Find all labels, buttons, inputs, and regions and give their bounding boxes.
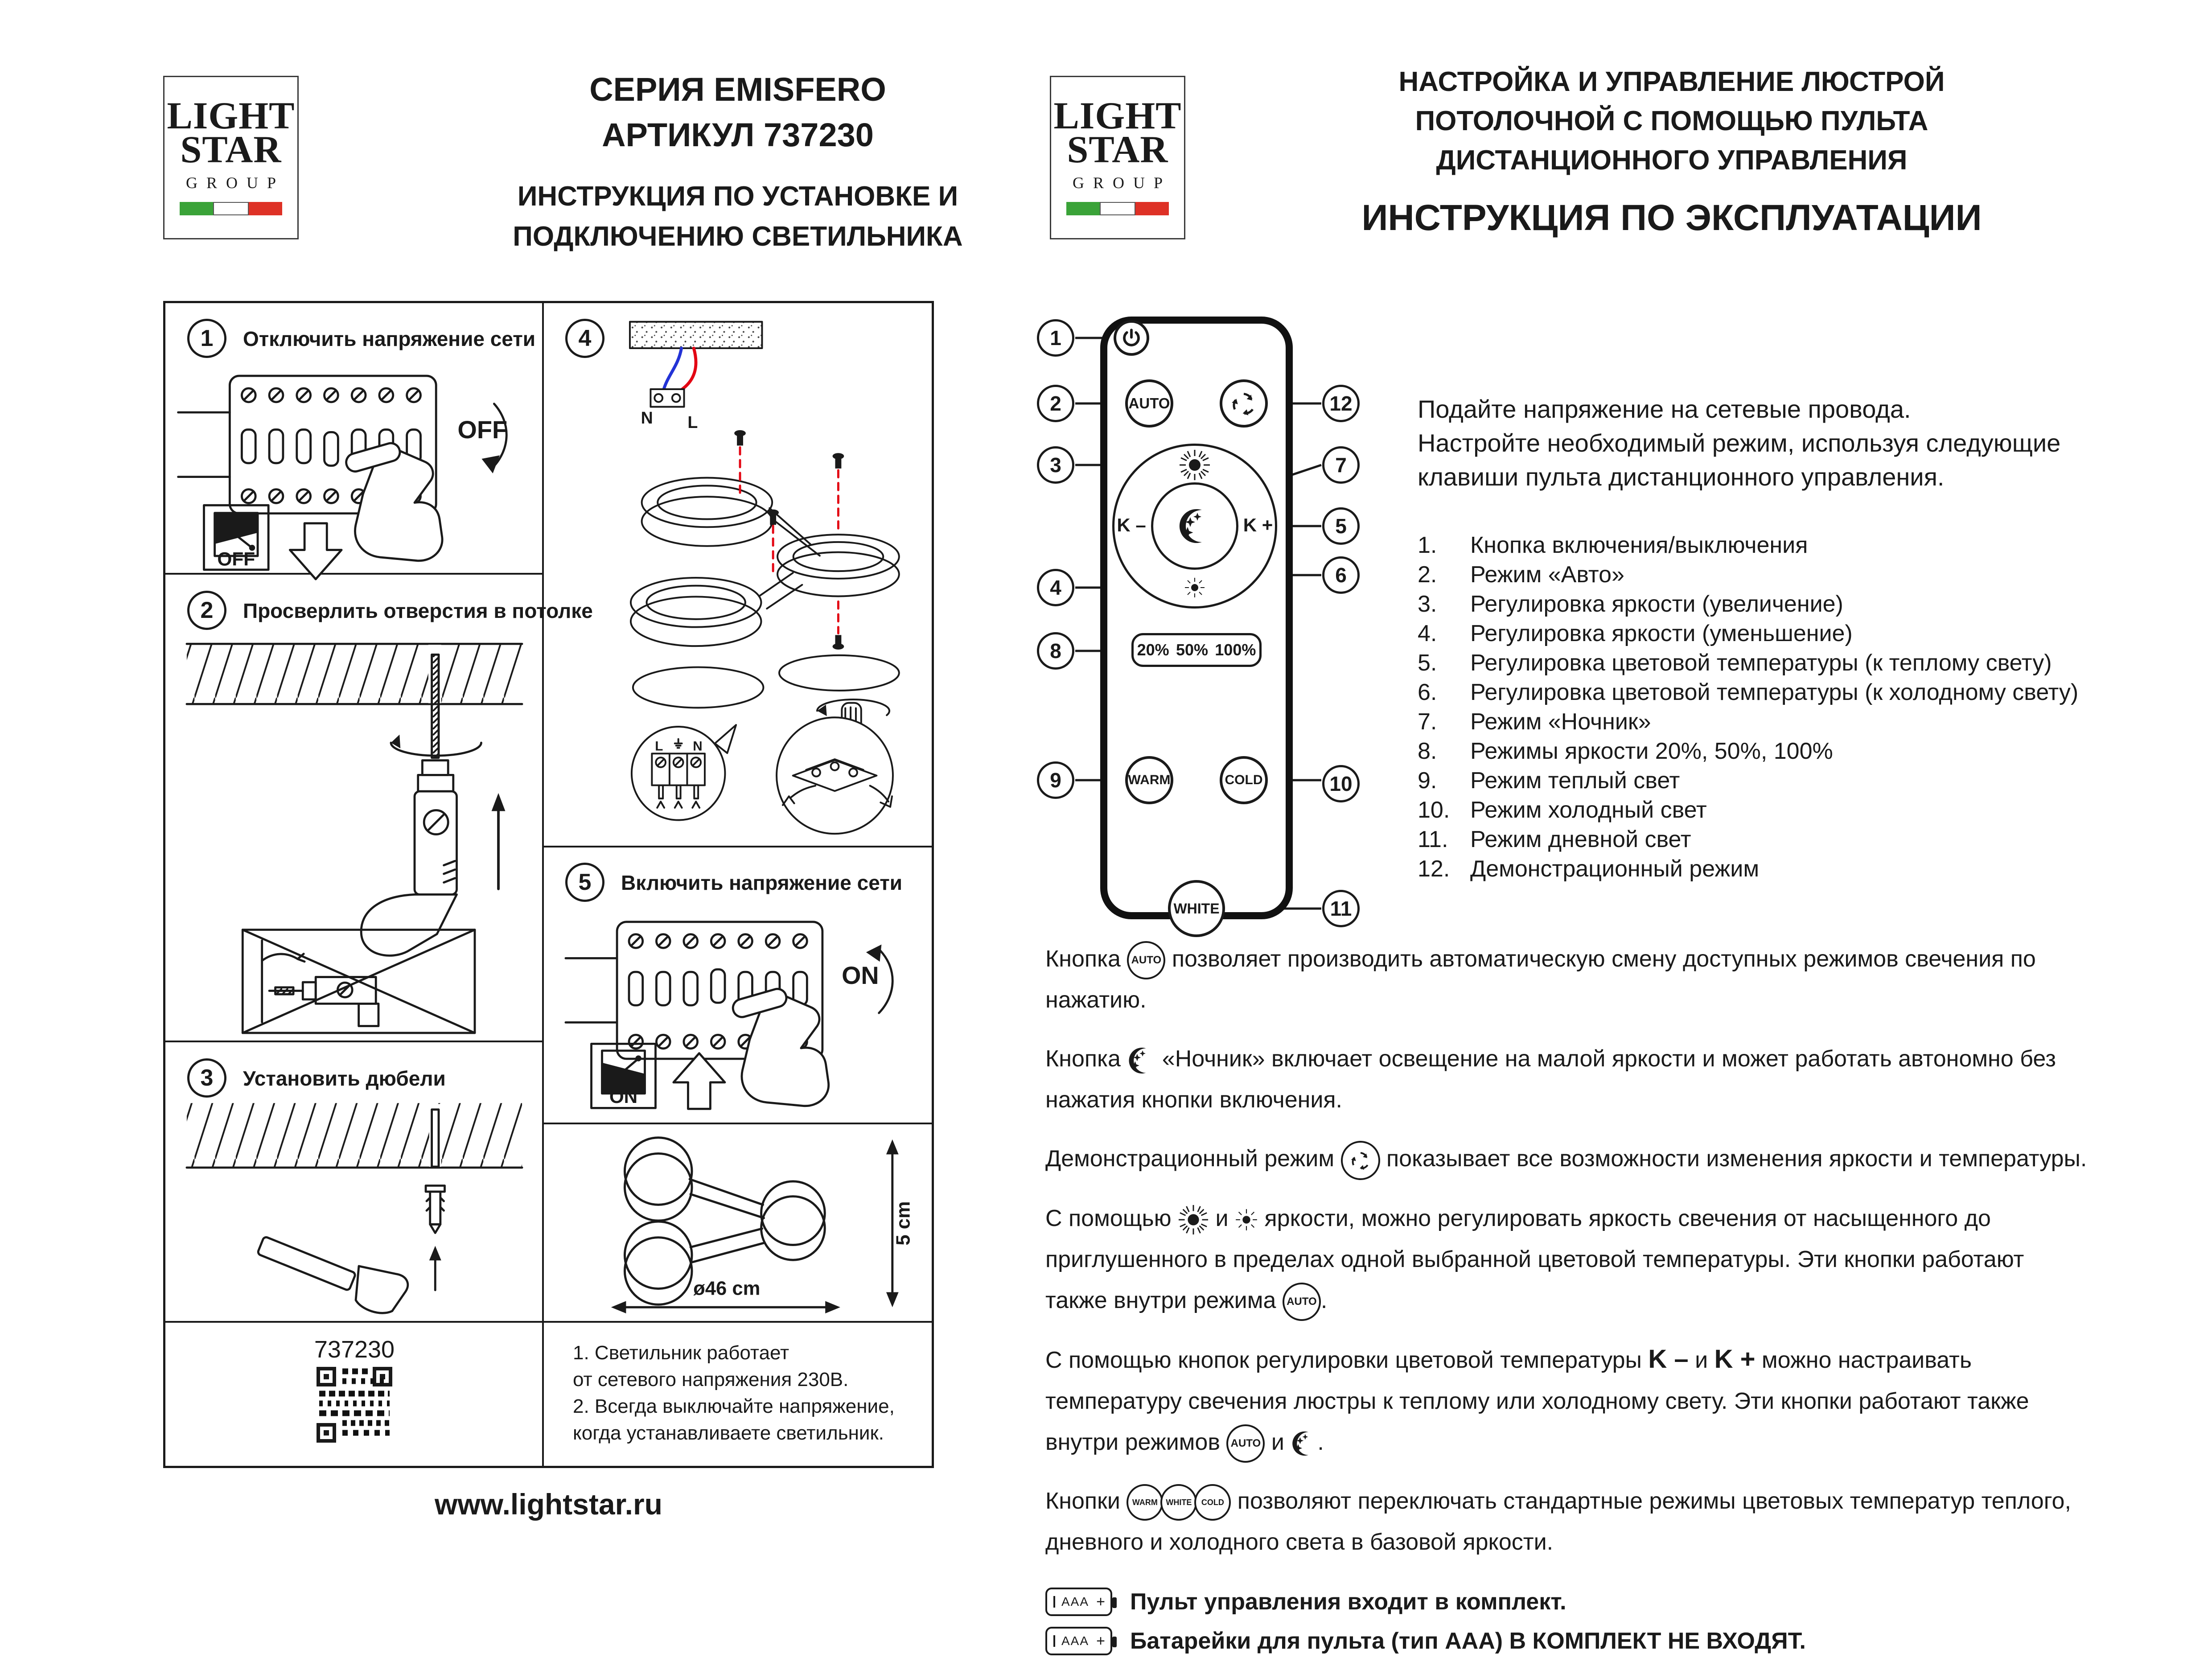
power-icon <box>1121 328 1142 348</box>
pct-50-label: 50% <box>1176 641 1209 659</box>
kit-row-remote <box>1045 1588 2089 1616</box>
callout-4-label: 4 <box>1050 576 1061 599</box>
power-button <box>1114 320 1149 356</box>
list-item: 2. Режим «Авто» <box>1418 562 1624 588</box>
list-item: 11. Режим дневной свет <box>1418 827 1691 852</box>
install-subtitle-2: ПОДКЛЮЧЕНИЮ СВЕТИЛЬНИКА <box>513 221 963 252</box>
list-item: 12. Демонстрационный режим <box>1418 856 1760 882</box>
off-inset-label: OFF <box>217 548 255 570</box>
op-title-3: ДИСТАНЦИОННОГО УПРАВЛЕНИЯ <box>1436 145 1908 176</box>
pct-20-label: 20% <box>1137 641 1169 659</box>
note-line-1: 1. Светильник работает <box>573 1342 789 1364</box>
wire-l-label: L <box>687 412 698 432</box>
kit-row-batteries <box>1045 1627 2089 1655</box>
callout-2 <box>1037 385 1074 422</box>
recycle-icon <box>1229 389 1258 418</box>
callout-7-label: 7 <box>1335 453 1347 477</box>
paragraph-presets: Кнопки WARM WHITE COLD позволяют переключать стандартные режимы цветовых температур теплого, дневного и холодного света в базовой яркости. <box>1045 1481 2089 1563</box>
callout-8 <box>1037 632 1074 670</box>
height-label: 5 cm <box>892 1201 914 1246</box>
cold-button-label: COLD <box>1225 773 1263 787</box>
step4-number-label: 4 <box>578 325 592 351</box>
brightness-down-icon <box>1184 577 1205 598</box>
list-item: 6. Регулировка цветовой температуры (к холодному свету) <box>1418 679 2079 705</box>
install-subtitle-1: ИНСТРУКЦИЯ ПО УСТАНОВКЕ И <box>517 181 958 212</box>
list-item: 9. Режим теплый свет <box>1418 768 1680 794</box>
auto-icon-inline: AUTO <box>1127 941 1165 979</box>
list-item: 1. Кнопка включения/выключения <box>1418 532 1808 558</box>
auto-icon-inline: AUTO <box>1226 1424 1265 1463</box>
brightness-presets-button <box>1131 633 1262 667</box>
logo-group: GROUP <box>185 174 285 192</box>
off-label: OFF <box>457 415 508 444</box>
callout-12-label: 12 <box>1329 392 1353 415</box>
callout-2-label: 2 <box>1050 392 1061 415</box>
callout-9-label: 9 <box>1050 769 1061 792</box>
list-item: 4. Регулировка яркости (уменьшение) <box>1418 621 1853 646</box>
step2-title: Просверлить отверстия в потолке <box>243 599 593 622</box>
op-title-1: НАСТРОЙКА И УПРАВЛЕНИЕ ЛЮСТРОЙ <box>1398 66 1945 97</box>
website-link[interactable]: www.lightstar.ru <box>435 1488 662 1521</box>
kit-batteries-text: Батарейки для пульта (тип ААА) В КОМПЛЕКТ НЕ ВХОДЯТ. <box>1130 1628 1806 1654</box>
note-line-4: когда устанавливаете светильник. <box>573 1422 884 1444</box>
battery-icon: AAA + <box>1045 1627 1112 1655</box>
callout-11 <box>1322 890 1360 927</box>
step3-number-label: 3 <box>200 1065 214 1091</box>
cold-icon-inline: COLD <box>1194 1484 1231 1521</box>
wire-n-label: N <box>641 408 653 428</box>
callout-10 <box>1322 765 1360 802</box>
callout-7 <box>1322 446 1360 484</box>
paragraph-demo: Демонстрационный режим показывает все возможности изменения яркости и температуры. <box>1045 1138 2089 1180</box>
callout-6-label: 6 <box>1335 564 1347 587</box>
logo-light: LIGHT <box>1053 94 1182 137</box>
paragraph-night: Кнопка «Ночник» включает освещение на малой яркости и может работать автономно без нажатия кнопки включения. <box>1045 1046 2056 1113</box>
diameter-label: ø46 cm <box>693 1278 761 1300</box>
white-icon-inline: WHITE <box>1160 1484 1197 1521</box>
series-title: СЕРИЯ EMISFERO <box>589 71 886 108</box>
callout-1-label: 1 <box>1050 326 1061 350</box>
step2-number-label: 2 <box>200 597 214 623</box>
list-item: 3. Регулировка яркости (увеличение) <box>1418 591 1843 617</box>
note-line-3: 2. Всегда выключайте напряжение, <box>573 1395 895 1417</box>
on-label: ON <box>842 962 879 989</box>
note-line-2: от сетевого напряжения 230В. <box>573 1369 849 1390</box>
logo-star: STAR <box>180 128 282 171</box>
battery-icon: AAA + <box>1045 1588 1112 1616</box>
kit-remote-text: Пульт управления входит в комплект. <box>1130 1589 1566 1615</box>
terminal-n-label: N <box>693 739 703 754</box>
callout-3 <box>1037 446 1074 484</box>
on-inset-label: ON <box>609 1086 638 1107</box>
white-button-label: WHITE <box>1173 900 1220 917</box>
warm-button <box>1125 756 1173 804</box>
callout-1 <box>1037 319 1074 357</box>
list-item: 7. Режим «Ночник» <box>1418 709 1651 735</box>
paragraph-kelvin: С помощью кнопок регулировки цветовой температуры K – и K + можно настраивать температуру свечения люстры к теплому или холодному свету. Эти кнопки работают также внутри режимов AUTO и . <box>1045 1339 2089 1463</box>
cold-button <box>1220 756 1268 804</box>
auto-button <box>1125 379 1173 428</box>
warm-button-label: WARM <box>1128 773 1171 787</box>
k-minus-button: K – <box>1117 514 1146 535</box>
callout-9 <box>1037 761 1074 799</box>
step1-title: Отключить напряжение сети <box>243 327 536 350</box>
callout-6 <box>1322 556 1360 594</box>
auto-button-label: AUTO <box>1128 395 1170 411</box>
callout-11-label: 11 <box>1330 897 1352 920</box>
pct-100-label: 100% <box>1215 641 1256 659</box>
paragraph-auto: Кнопка AUTO позволяет производить автоматическую смену доступных режимов свечения по нажатию. <box>1045 938 2089 1020</box>
white-button <box>1168 880 1225 937</box>
k-plus-button: K + <box>1243 514 1273 535</box>
auto-icon-inline: AUTO <box>1283 1283 1321 1321</box>
intro-line-1: Подайте напряжение на сетевые провода. <box>1418 395 1911 423</box>
logo-group: GROUP <box>1072 174 1172 192</box>
demo-button <box>1220 379 1268 428</box>
article-title: АРТИКУЛ 737230 <box>602 116 874 153</box>
paragraph-brightness: С помощью и яркости, можно регулировать яркость свечения от насыщенного до приглушенного в пределах одной выбранной цветовой температуры. Эти кнопки работают также внутри режима AUTO . <box>1045 1198 2089 1321</box>
night-mode-icon <box>1177 507 1214 545</box>
callout-3-label: 3 <box>1050 453 1061 477</box>
logo-light: LIGHT <box>167 94 295 137</box>
step1-number-label: 1 <box>200 325 214 351</box>
logo-star: STAR <box>1067 128 1168 171</box>
terminal-l-label: L <box>655 739 663 754</box>
list-item: 10. Режим холодный свет <box>1418 797 1707 823</box>
list-item: 8. Режимы яркости 20%, 50%, 100% <box>1418 738 1833 764</box>
article-number: 737230 <box>314 1336 395 1363</box>
step3-title: Установить дюбели <box>243 1067 446 1090</box>
k-minus-inline: K – <box>1648 1344 1689 1374</box>
callout-12 <box>1322 385 1360 422</box>
intro-line-3: клавиши пульта дистанционного управления. <box>1418 463 1945 491</box>
callout-5-label: 5 <box>1335 514 1347 538</box>
brightness-up-icon <box>1179 449 1211 481</box>
k-plus-inline: K + <box>1714 1344 1756 1374</box>
warm-icon-inline: WARM <box>1127 1484 1163 1521</box>
op-subtitle: ИНСТРУКЦИЯ ПО ЭКСПЛУАТАЦИИ <box>1361 197 1982 238</box>
callout-4 <box>1037 569 1074 606</box>
step5-title: Включить напряжение сети <box>621 871 902 894</box>
list-item: 5. Регулировка цветовой температуры (к теплому свету) <box>1418 650 2052 676</box>
callout-5 <box>1322 507 1360 545</box>
callout-8-label: 8 <box>1050 639 1061 662</box>
intro-line-2: Настройте необходимый режим, используя следующие <box>1418 429 2061 457</box>
op-title-2: ПОТОЛОЧНОЙ С ПОМОЩЬЮ ПУЛЬТА <box>1415 106 1928 136</box>
callout-10-label: 10 <box>1329 772 1353 795</box>
step5-number-label: 5 <box>578 869 592 895</box>
